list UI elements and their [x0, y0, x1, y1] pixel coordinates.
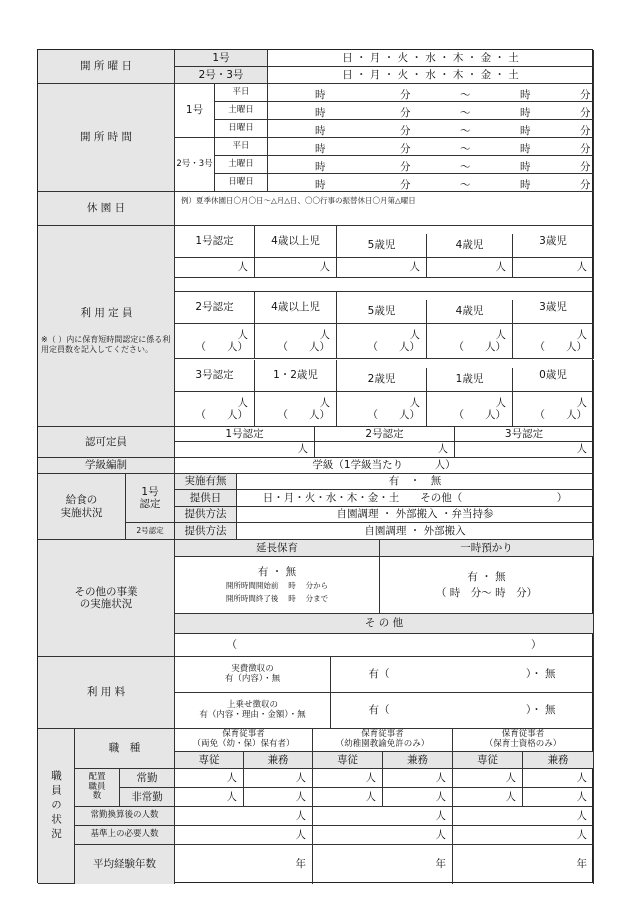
- hours-tilde-3-2: 〜: [460, 143, 471, 155]
- meal-cert2: 2号認定: [126, 523, 175, 540]
- capacity-paren-person: （ 人）: [453, 341, 506, 353]
- capacity-count-2-2[interactable]: [337, 392, 427, 427]
- open-hours-label: 開 所 時 間: [38, 84, 175, 192]
- staff-sub-4: 専従: [453, 752, 523, 769]
- capacity-person: 人: [576, 396, 587, 409]
- capacity-paren-person: （ 人）: [367, 341, 420, 353]
- hours-hour-4-3: 時: [520, 161, 531, 173]
- open-days-label: 開 所 曜 日: [38, 50, 175, 84]
- staff-sub-5: 兼務: [523, 752, 594, 769]
- staff-type-label: 職 種: [75, 729, 175, 769]
- capacity-person: 人: [576, 328, 587, 341]
- hours-hour-5-0: 時: [315, 179, 326, 191]
- hours-tilde-5-2: 〜: [460, 179, 471, 191]
- capacity-count-0-3[interactable]: 人: [427, 258, 513, 278]
- staff-label: 職員の状況: [50, 769, 63, 843]
- open-hours-no23: [175, 138, 215, 192]
- capacity-count-0-0[interactable]: 人: [175, 258, 255, 278]
- staff-regular-1[interactable]: 人: [244, 769, 313, 788]
- staff-required-0[interactable]: 人: [175, 826, 313, 845]
- open-hours-no23-text: 2号・3号: [176, 158, 213, 169]
- capacity-age-1-3: 3歳児: [513, 292, 594, 324]
- hours-day-5: 日曜日: [215, 174, 268, 192]
- capacity-age-2-2: 1歳児: [427, 368, 513, 392]
- meal-days: 提供日: [175, 490, 237, 507]
- fees-extra-label: 上乗せ徴収の 有（内容・理由・金額）・無: [175, 693, 331, 729]
- meal-days-value[interactable]: 日・月・火・水・木・金・土 その他（ ）: [237, 490, 594, 507]
- staff-parttime-3[interactable]: 人: [383, 788, 453, 807]
- capacity-count-0-2[interactable]: 人: [337, 258, 427, 278]
- staff-sub-3: 兼務: [383, 752, 453, 769]
- capacity-label-cell: [38, 226, 175, 427]
- staff-q2: 保育従事者 （幼稚園教諭免許のみ）: [313, 729, 453, 752]
- hours-min-4-1: 分: [400, 161, 411, 173]
- hours-min-4-4: 分: [580, 161, 591, 173]
- hours-min-3-4: 分: [580, 143, 591, 155]
- staff-parttime-0[interactable]: 人: [175, 788, 244, 807]
- facility-form: [37, 49, 593, 883]
- capacity-paren-person: （ 人）: [195, 409, 248, 421]
- capacity-age-2-1: 2歳児: [337, 368, 427, 392]
- staff-required-2[interactable]: 人: [453, 826, 594, 845]
- capacity-count-0-4[interactable]: 人: [513, 258, 594, 278]
- capacity-count-1-1[interactable]: [255, 324, 337, 359]
- staff-years-0[interactable]: 年: [175, 845, 313, 884]
- staff-fte-0[interactable]: 人: [175, 807, 313, 826]
- extended-care-value[interactable]: [175, 557, 380, 614]
- capacity-spacer-0: [175, 278, 594, 292]
- hours-tilde-4-2: 〜: [460, 161, 471, 173]
- capacity-age-0-1: 5歳児: [337, 234, 427, 258]
- staff-regular-2[interactable]: 人: [313, 769, 383, 788]
- capacity-count-1-2[interactable]: [337, 324, 427, 359]
- meal-method2-value[interactable]: 自園調理 ・ 外部搬入: [237, 523, 594, 540]
- extended-yn: 有 ・ 無: [257, 566, 297, 579]
- staff-q1: 保育従事者 （両免（幼・保）保有者）: [175, 729, 313, 752]
- fees-actual-label: 実費徴収の 有（内容）・無: [175, 657, 331, 693]
- capacity-age-2-3: 0歳児: [513, 360, 594, 392]
- staff-fte-2[interactable]: 人: [453, 807, 594, 826]
- meal-label: 給食の 実施状況: [38, 474, 126, 540]
- staff-parttime-4[interactable]: 人: [453, 788, 523, 807]
- hours-day-3: 平日: [215, 138, 268, 156]
- capacity-cert-2: 3号認定: [175, 360, 255, 392]
- capacity-person: 人: [495, 328, 506, 341]
- staff-years-2[interactable]: 年: [453, 845, 594, 884]
- staff-years-label: 平均経験年数: [75, 845, 175, 884]
- approved-cert1: 1号認定: [175, 427, 315, 442]
- approved-cert3: 3号認定: [455, 427, 594, 442]
- capacity-count-2-1[interactable]: [255, 392, 337, 427]
- hours-day-2: 日曜日: [215, 120, 268, 138]
- hours-hour-5-3: 時: [520, 179, 531, 191]
- hours-day-1: 土曜日: [215, 102, 268, 120]
- hours-hour-3-3: 時: [520, 143, 531, 155]
- capacity-age-0-2: 4歳児: [427, 234, 513, 258]
- hours-min-5-1: 分: [400, 179, 411, 191]
- hours-min-1-4: 分: [580, 107, 591, 119]
- staff-label-cell: [38, 729, 75, 884]
- capacity-person: 人: [319, 396, 330, 409]
- capacity-paren-person: （ 人）: [453, 409, 506, 421]
- class-label: 学級編制: [38, 458, 175, 474]
- hours-day-4: 土曜日: [215, 156, 268, 174]
- fees-label: 利 用 料: [38, 657, 175, 729]
- hours-hour-0-0: 時: [315, 89, 326, 101]
- capacity-person: 人: [495, 396, 506, 409]
- hours-hour-1-0: 時: [315, 107, 326, 119]
- capacity-paren-person: （ 人）: [277, 341, 330, 353]
- hours-min-2-4: 分: [580, 125, 591, 137]
- temporary-care-header: 一時預かり: [380, 540, 594, 557]
- staff-fte-label: 常勤換算後の人数: [75, 807, 175, 826]
- capacity-person: 人: [409, 396, 420, 409]
- meal-method1: 提供方法: [175, 507, 237, 523]
- meal-impl: 実施有無: [175, 474, 237, 490]
- capacity-count-0-1[interactable]: 人: [255, 258, 337, 278]
- staff-years-1[interactable]: 年: [313, 845, 453, 884]
- hours-hour-2-3: 時: [520, 125, 531, 137]
- fees-extra-value[interactable]: 有（ ）・ 無: [331, 693, 594, 729]
- extended-end: 開所時間終了後 時 分まで: [225, 594, 329, 604]
- open-hours-no1: 1号: [175, 84, 215, 138]
- other-header: そ の 他: [175, 614, 594, 634]
- staff-regular-5[interactable]: 人: [523, 769, 594, 788]
- capacity-age-1-2: 4歳児: [427, 300, 513, 324]
- staff-required-label: 基準上の必要人数: [75, 826, 175, 845]
- capacity-paren-person: （ 人）: [367, 409, 420, 421]
- staff-regular-label: 常勤: [120, 769, 175, 788]
- capacity-person: 人: [409, 328, 420, 341]
- open-days-no1-value[interactable]: 日 ・ 月 ・ 火 ・ 水 ・ 木 ・ 金 ・ 土: [268, 50, 594, 67]
- open-days-no1: 1号: [175, 50, 268, 67]
- meal-method1-value[interactable]: 自園調理 ・ 外部搬入 ・弁当持参: [237, 507, 594, 523]
- capacity-count-2-3[interactable]: [427, 392, 513, 427]
- capacity-age-0-0: 4歳以上児: [255, 226, 337, 258]
- hours-tilde-1-2: 〜: [460, 107, 471, 119]
- approved-cert1-value[interactable]: 人: [175, 442, 315, 458]
- meal-impl-value[interactable]: 有 ・ 無: [237, 474, 594, 490]
- hours-min-1-1: 分: [400, 107, 411, 119]
- staff-sub-2: 専従: [313, 752, 383, 769]
- hours-day-0: 平日: [215, 84, 268, 102]
- approved-cert3-value[interactable]: 人: [455, 442, 594, 458]
- open-days-no23-value[interactable]: 日 ・ 月 ・ 火 ・ 水 ・ 木 ・ 金 ・ 土: [268, 67, 594, 84]
- capacity-label: 利 用 定 員: [80, 307, 133, 319]
- hours-min-3-1: 分: [400, 143, 411, 155]
- capacity-age-2-0: 1・2歳児: [255, 360, 337, 392]
- approved-cert2-value[interactable]: 人: [315, 442, 455, 458]
- hours-min-0-1: 分: [400, 89, 411, 101]
- extended-care-header: 延長保育: [175, 540, 380, 557]
- temporary-yn: 有 ・ 無: [467, 570, 506, 583]
- hours-hour-4-0: 時: [315, 161, 326, 173]
- other-business-label: その他の事業 の実施状況: [38, 540, 175, 657]
- capacity-paren-person: （ 人）: [195, 341, 248, 353]
- approved-cert2: 2号認定: [315, 427, 455, 442]
- approved-label: 認可定員: [38, 427, 175, 458]
- hours-min-2-1: 分: [400, 125, 411, 137]
- fees-actual-value[interactable]: 有（ ）・ 無: [331, 657, 594, 693]
- capacity-count-1-3[interactable]: [427, 324, 513, 359]
- hours-hour-2-0: 時: [315, 125, 326, 137]
- class-value[interactable]: 学級（1学級当たり 人）: [175, 458, 594, 474]
- staff-sub-1: 兼務: [244, 752, 313, 769]
- capacity-note: ※（ ）内に保育短時間認定に係る利用定員数を記入してください。: [41, 335, 171, 355]
- capacity-count-1-4[interactable]: [513, 324, 594, 359]
- staff-parttime-2[interactable]: 人: [313, 788, 383, 807]
- capacity-paren-person: （ 人）: [277, 409, 330, 421]
- capacity-count-1-0[interactable]: [175, 324, 255, 359]
- hours-tilde-0-2: 〜: [460, 89, 471, 101]
- hours-hour-3-0: 時: [315, 143, 326, 155]
- staff-parttime-label: 非常勤: [120, 788, 175, 807]
- open-days-no23: 2号・3号: [175, 67, 268, 84]
- capacity-age-1-0: 4歳以上児: [255, 292, 337, 324]
- staff-fte-1[interactable]: 人: [313, 807, 453, 826]
- capacity-person: 人: [237, 396, 248, 409]
- capacity-paren-person: （ 人）: [534, 341, 587, 353]
- hours-min-5-4: 分: [580, 179, 591, 191]
- capacity-age-1-1: 5歳児: [337, 300, 427, 324]
- staff-regular-0[interactable]: 人: [175, 769, 244, 788]
- capacity-person: 人: [319, 328, 330, 341]
- holiday-example[interactable]: 例）夏季休園日〇月〇日〜△月△日、〇〇行事の振替休日〇月第△曜日: [175, 192, 594, 226]
- staff-regular-3[interactable]: 人: [383, 769, 453, 788]
- staff-assigned-label: 配置 職員 数: [75, 769, 120, 807]
- temporary-time: （ 時 分〜 時 分）: [435, 587, 538, 599]
- meal-method2: 提供方法: [175, 523, 237, 540]
- extended-start: 開所時間開始前 時 分から: [225, 581, 329, 591]
- staff-parttime-5[interactable]: 人: [523, 788, 594, 807]
- capacity-count-2-4[interactable]: [513, 392, 594, 427]
- staff-parttime-1[interactable]: 人: [244, 788, 313, 807]
- capacity-person: 人: [237, 328, 248, 341]
- holiday-label: 休 園 日: [38, 192, 175, 226]
- capacity-cert-1: 2号認定: [175, 292, 255, 324]
- staff-sub-0: 専従: [175, 752, 244, 769]
- other-value[interactable]: （ ）: [175, 634, 594, 657]
- hours-hour-1-3: 時: [520, 107, 531, 119]
- staff-regular-4[interactable]: 人: [453, 769, 523, 788]
- hours-min-0-4: 分: [580, 89, 591, 101]
- capacity-age-0-3: 3歳児: [513, 226, 594, 258]
- capacity-count-2-0[interactable]: [175, 392, 255, 427]
- meal-cert1: 1号 認定: [126, 474, 175, 523]
- staff-q3: 保育従事者 （保育士資格のみ）: [453, 729, 594, 752]
- temporary-care-value[interactable]: [380, 557, 594, 614]
- capacity-cert-0: 1号認定: [175, 226, 255, 258]
- capacity-paren-person: （ 人）: [534, 409, 587, 421]
- staff-required-1[interactable]: 人: [313, 826, 453, 845]
- hours-hour-0-3: 時: [520, 89, 531, 101]
- hours-tilde-2-2: 〜: [460, 125, 471, 137]
